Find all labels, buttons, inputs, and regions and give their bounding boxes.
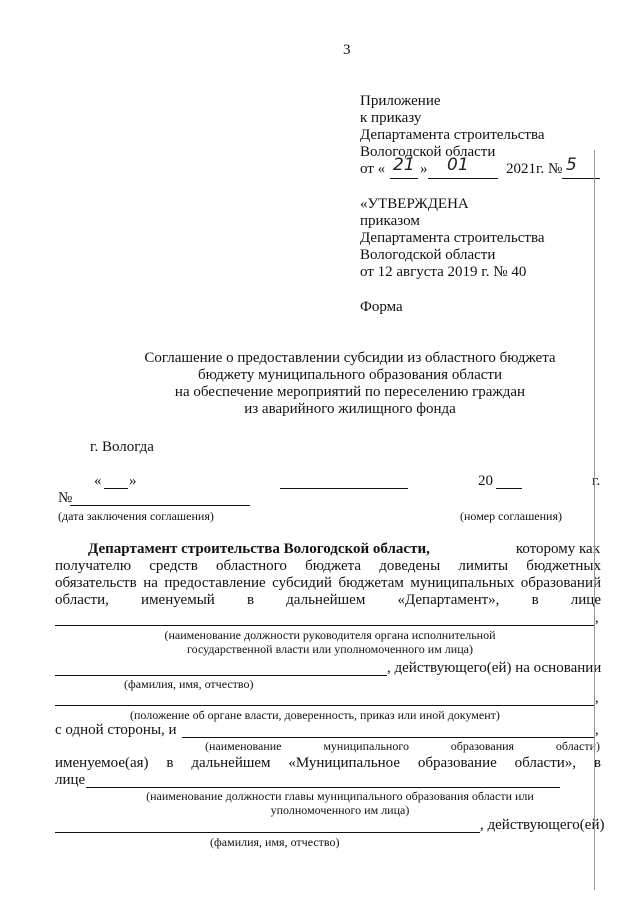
caption-mo: (наименование муниципального образования области) bbox=[205, 739, 600, 753]
title-line-2: бюджету муниципального образования области bbox=[198, 367, 502, 383]
city: г. Вологда bbox=[90, 439, 154, 455]
title-line-3: на обеспечение мероприятий по переселению граждан bbox=[174, 384, 526, 400]
number-sign: № bbox=[58, 490, 73, 506]
appendix-line-1: Приложение bbox=[360, 93, 441, 109]
appendix-line-3: Департамента строительства bbox=[360, 127, 545, 143]
department-name: Департамент строительства Вологодской области, bbox=[88, 541, 430, 557]
approved-line-3: Департамента строительства bbox=[360, 230, 545, 246]
handwritten-number: 5 bbox=[566, 155, 577, 175]
caption-head-1: (наименование должности главы муниципального образования области или bbox=[146, 789, 534, 803]
appendix-date-mid: » bbox=[420, 161, 428, 177]
title-line-4: из аварийного жилищного фонда bbox=[244, 401, 456, 417]
approved-line-5: от 12 августа 2019 г. № 40 bbox=[360, 264, 527, 280]
para1-line-2: получателю средств областного бюджета доведены лимиты бюджетных bbox=[55, 558, 601, 574]
date-caption: (дата заключения соглашения) bbox=[58, 509, 214, 523]
named-line: именуемое(ая) в дальнейшем «Муниципальное образование области», в bbox=[55, 755, 601, 771]
appendix-date-prefix: от « bbox=[360, 161, 386, 177]
title-line-1: Соглашение о предоставлении субсидии из областного бюджета bbox=[144, 350, 556, 366]
comma-1: , bbox=[595, 610, 599, 626]
comma-2: , bbox=[595, 690, 599, 706]
form-label: Форма bbox=[360, 299, 403, 315]
caption-official-2: государственной власти или уполномоченного им лица) bbox=[187, 642, 473, 656]
appendix-line-4: Вологодской области bbox=[360, 144, 496, 160]
acting: , действующего(ей) bbox=[480, 817, 605, 833]
appendix-year-text: 2021г. № bbox=[506, 161, 563, 177]
para1-line-4: области, именуемый в дальнейшем «Департамент», в лице bbox=[55, 592, 601, 608]
para1-line-3: обязательств на предоставление субсидий бюджетам муниципальных образований bbox=[55, 575, 601, 591]
approved-line-2: приказом bbox=[360, 213, 420, 229]
caption-fio: (фамилия, имя, отчество) bbox=[124, 677, 254, 691]
comma-3: , bbox=[595, 722, 599, 738]
handwritten-month: 01 bbox=[447, 155, 469, 175]
page-number: 3 bbox=[343, 42, 351, 58]
scan-margin-line bbox=[594, 150, 595, 890]
quote-open: « bbox=[94, 473, 102, 489]
year-prefix: 20 bbox=[478, 473, 493, 489]
number-caption: (номер соглашения) bbox=[460, 509, 562, 523]
caption-official-1: (наименование должности руководителя органа исполнительной bbox=[164, 628, 496, 642]
approved-line-1: «УТВЕРЖДЕНА bbox=[360, 196, 469, 212]
handwritten-day: 21 bbox=[393, 155, 415, 175]
acting-basis: , действующего(ей) на основании bbox=[387, 660, 602, 676]
quote-close: » bbox=[129, 473, 137, 489]
year-suffix: г. bbox=[592, 473, 601, 489]
appendix-line-2: к приказу bbox=[360, 110, 422, 126]
one-side: с одной стороны, и bbox=[55, 722, 177, 738]
approved-line-4: Вологодской области bbox=[360, 247, 496, 263]
face-label: лице bbox=[55, 772, 86, 788]
para1-rest: которому как bbox=[515, 541, 600, 557]
caption-position: (положение об органе власти, доверенность, приказ или иной документ) bbox=[130, 708, 500, 722]
para1-line-1 bbox=[88, 541, 600, 558]
caption-fio-2: (фамилия, имя, отчество) bbox=[210, 835, 340, 849]
caption-head-2: уполномоченного им лица) bbox=[270, 803, 410, 817]
